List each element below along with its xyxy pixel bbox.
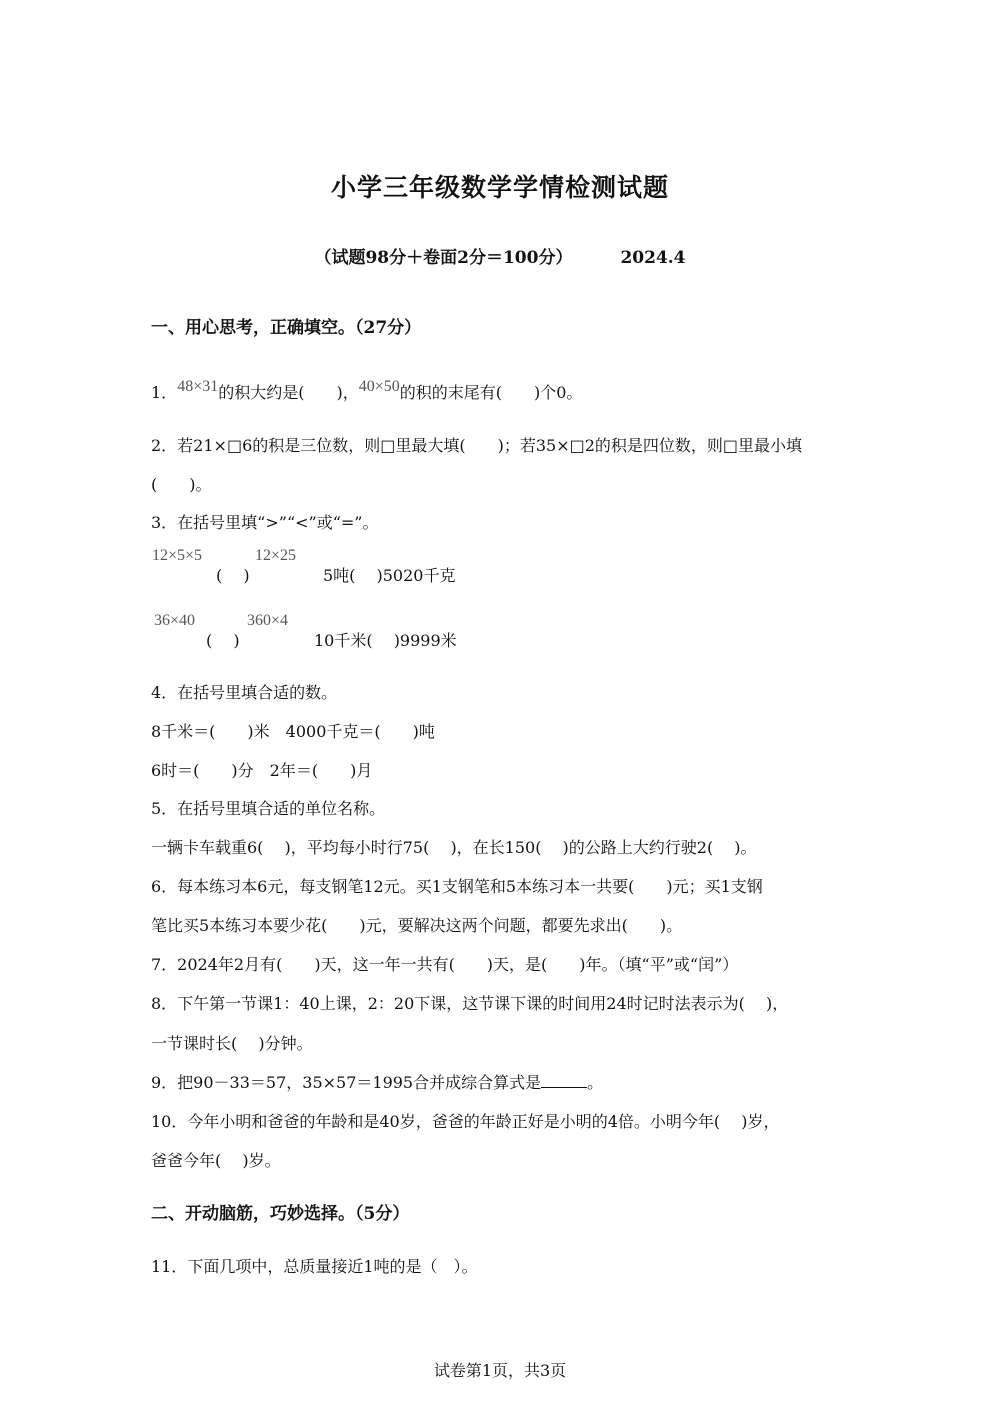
- question-2-line-2: ( )。: [151, 475, 212, 494]
- question-4-stem: 4．在括号里填合适的数。: [151, 683, 338, 702]
- question-10-line-1: 10．今年小明和爸爸的年龄和是40岁，爸爸的年龄正好是小明的4倍。小明今年( )岁，: [151, 1112, 780, 1131]
- question-11: 11．下面几项中，总质量接近1吨的是（ ）。: [151, 1257, 478, 1276]
- exam-date: 2024.4: [620, 248, 686, 268]
- question-6-line-2: 笔比买5本练习本要少花( )元，要解决这两个问题，都要先求出( )。: [151, 916, 683, 935]
- section-1-heading: 一、用心思考，正确填空。（27分）: [151, 318, 422, 338]
- q3-compare-1: 5吨( )5020千克: [323, 566, 456, 585]
- question-8-line-2: 一节课时长( )分钟。: [151, 1034, 313, 1053]
- question-3-stem: 3．在括号里填“>”“<”或“=”。: [151, 513, 379, 532]
- question-4-line-1: 8千米＝( )米 4000千克＝( )吨: [151, 722, 435, 741]
- q3-expr-2a: 36×40: [154, 612, 196, 629]
- page-footer: 试卷第1页，共3页: [433, 1361, 567, 1380]
- q3-expr-1b: 12×25: [255, 547, 297, 564]
- section-2-heading: 二、开动脑筋，巧妙选择。（5分）: [151, 1204, 410, 1224]
- q3-compare-2: 10千米( )9999米: [314, 631, 457, 650]
- question-1: 1．48×31的积大约是( )，40×50的积的末尾有( )个0。: [151, 378, 583, 402]
- question-8-line-1: 8．下午第一节课1：40上课，2：20下课，这节课下课的时间用24时记时法表示为( )，: [151, 994, 789, 1013]
- q1-expr-2: 40×50: [358, 378, 400, 395]
- q3-expr-2b: 360×4: [247, 612, 289, 629]
- q3-expr-1a: 12×5×5: [152, 547, 203, 564]
- question-10-line-2: 爸爸今年( )岁。: [151, 1151, 281, 1170]
- q3-paren-1: ( ): [216, 566, 250, 585]
- question-7: 7．2024年2月有( )天，这一年一共有( )天，是( )年。（填“平”或“闰”）: [151, 955, 739, 974]
- q1-expr-1: 48×31: [177, 378, 219, 395]
- question-2-line-1: 2．若21×□6的积是三位数，则□里最大填( )；若35×□2的积是四位数，则□里最小填: [151, 436, 803, 455]
- page-title: 小学三年级数学学情检测试题: [330, 173, 669, 202]
- answer-blank: [541, 1073, 587, 1088]
- q3-paren-2: ( ): [206, 631, 240, 650]
- question-9: 9．把90－33＝57，35×57＝1995合并成综合算式是 。: [151, 1073, 604, 1092]
- question-5-stem: 5．在括号里填合适的单位名称。: [151, 799, 386, 818]
- question-6-line-1: 6．每本练习本6元，每支钢笔12元。买1支钢笔和5本练习本一共要( )元；买1支钢: [151, 877, 763, 896]
- score-subtitle: [0, 243, 1000, 268]
- score-info: （试题98分＋卷面2分＝100分）: [314, 248, 573, 268]
- question-5-line-1: 一辆卡车载重6( )，平均每小时行75( )，在长150( )的公路上大约行驶2( )。: [151, 838, 757, 857]
- question-4-line-2: 6时＝( )分 2年＝( )月: [151, 761, 373, 780]
